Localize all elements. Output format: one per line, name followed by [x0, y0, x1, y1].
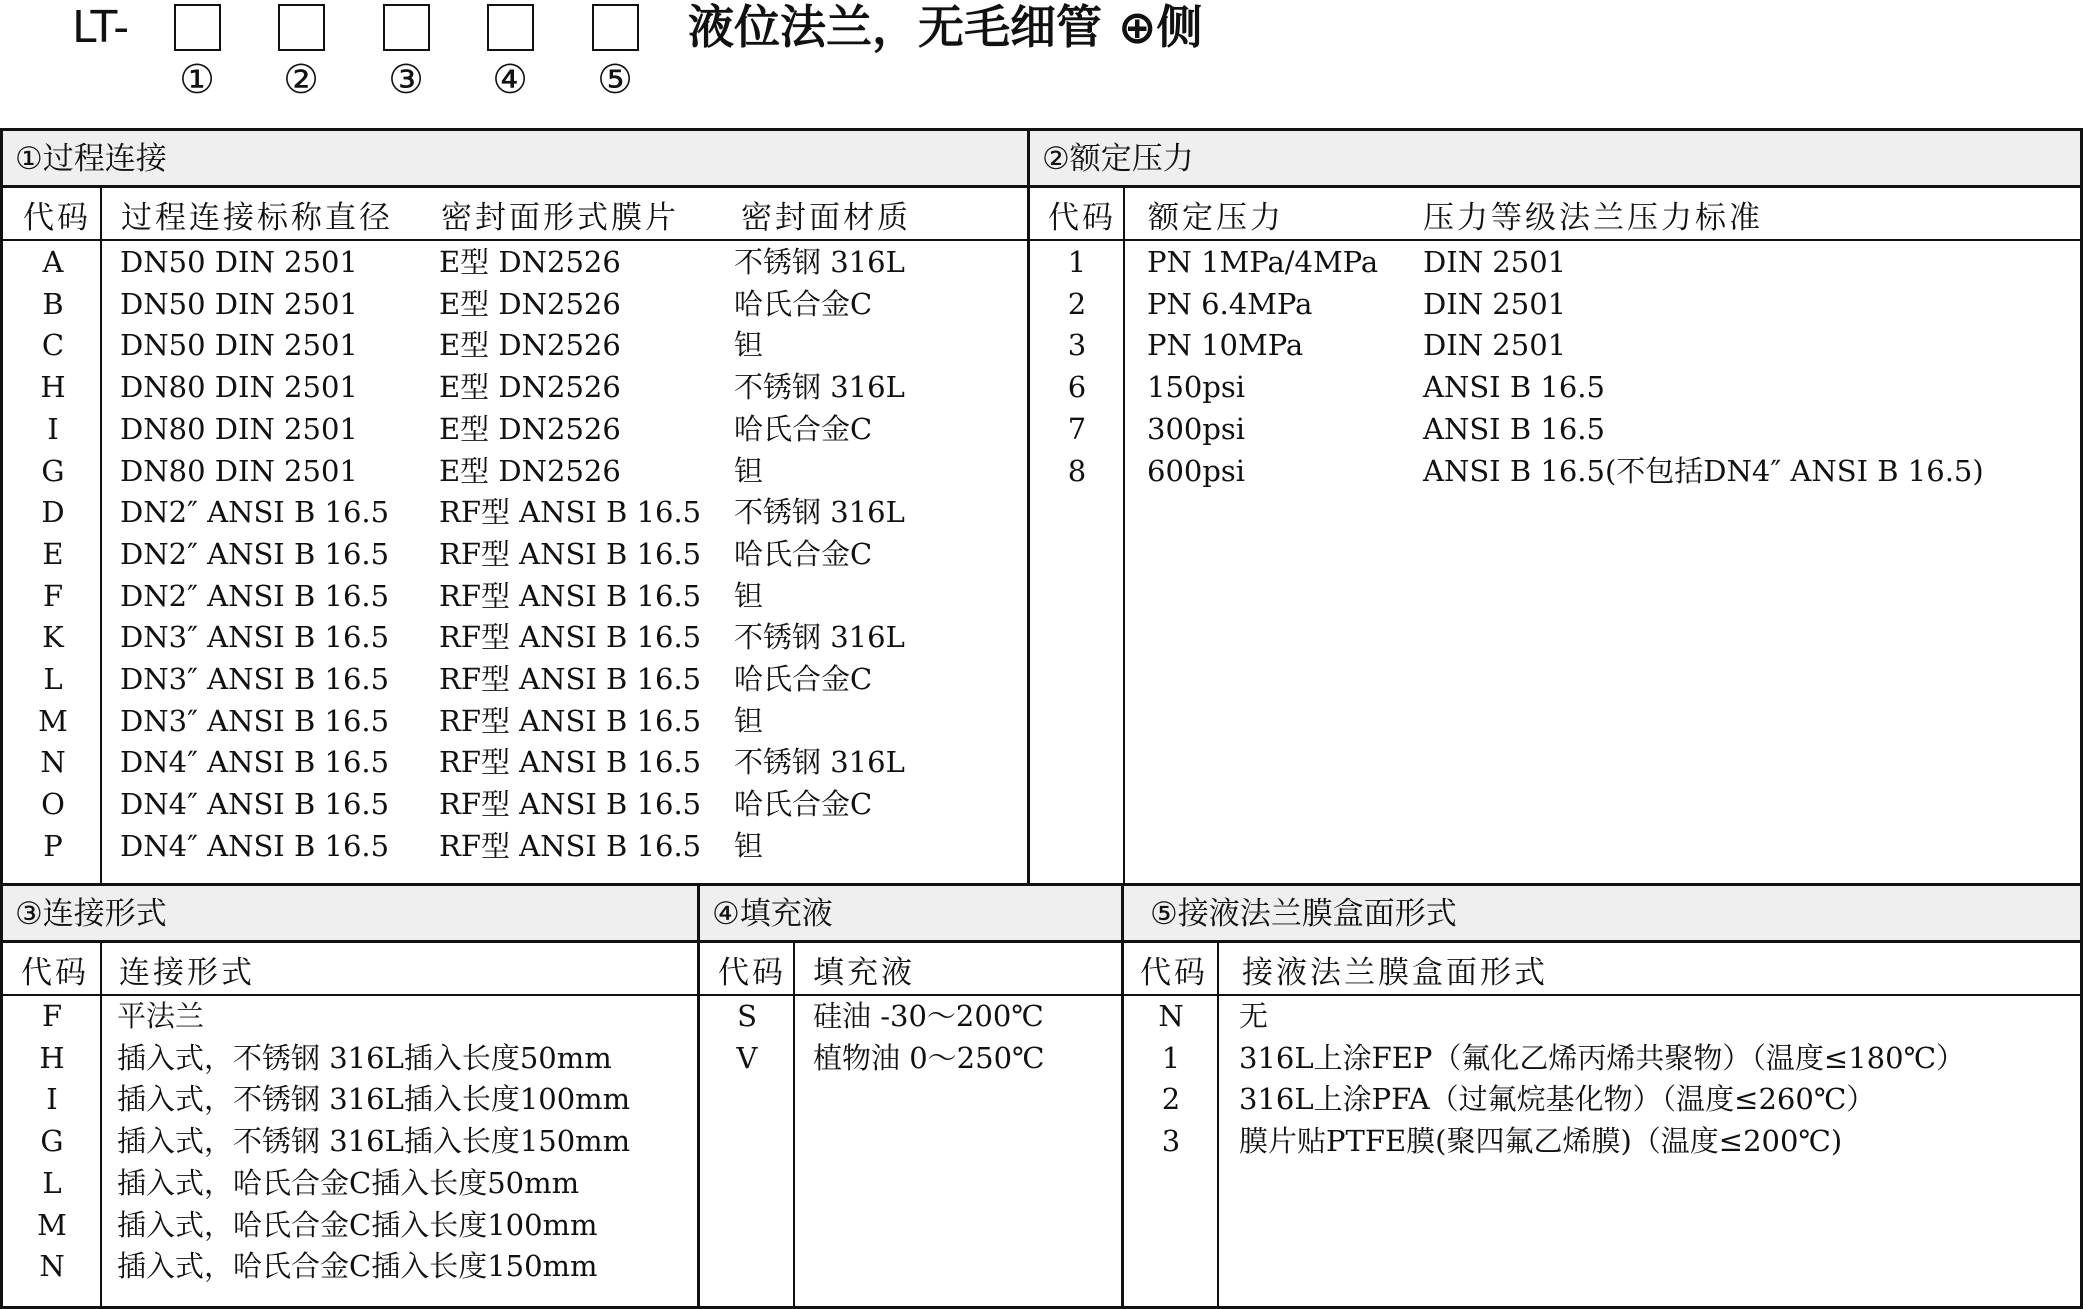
- section-connection-type: [0, 883, 700, 1309]
- row-code: L: [43, 662, 63, 696]
- row-cell: ANSI B 16.5: [1423, 370, 1605, 405]
- row-cell: 钽: [734, 328, 764, 363]
- row-cell: PN 10MPa: [1147, 328, 1304, 363]
- row-code: A: [42, 245, 64, 279]
- section-title: ⑤接液法兰膜盒面形式: [1124, 886, 2080, 943]
- row-code: M: [38, 703, 68, 738]
- row-cell: 插入式，哈氏合金C插入长度150mm: [117, 1249, 598, 1284]
- row-code: F: [42, 578, 64, 613]
- row-cell: DIN 2501: [1423, 245, 1567, 279]
- row-cell: 植物油 0～250℃: [813, 1040, 1045, 1075]
- row-code: 3: [1161, 1124, 1181, 1159]
- row-cell: DN3″ ANSI B 16.5: [120, 703, 390, 738]
- row-cell: 哈氏合金C: [734, 787, 873, 822]
- row-cell: ANSI B 16.5(不包括DN4″ ANSI B 16.5): [1423, 453, 1984, 488]
- row-code: 1: [1161, 1040, 1181, 1075]
- row-code: G: [40, 1124, 64, 1159]
- section-title: ④填充液: [700, 886, 1121, 943]
- row-cell: RF型 ANSI B 16.5: [439, 536, 702, 571]
- row-cell: DN3″ ANSI B 16.5: [120, 662, 390, 696]
- row-cell: E型 DN2526: [439, 453, 621, 488]
- row-code: N: [1158, 999, 1184, 1033]
- row-code: I: [46, 1082, 58, 1117]
- row-code: 7: [1067, 411, 1087, 446]
- row-cell: E型 DN2526: [439, 370, 621, 405]
- slot-box-1: [174, 4, 221, 51]
- row-code: M: [37, 1207, 67, 1242]
- slot-number-3: ③: [388, 57, 424, 103]
- row-cell: 哈氏合金C: [734, 286, 873, 321]
- row-cell: DN2″ ANSI B 16.5: [120, 536, 390, 571]
- row-cell: 钽: [734, 828, 764, 863]
- row-cell: 钽: [734, 703, 764, 738]
- row-cell: DN50 DIN 2501: [120, 286, 358, 321]
- row-cell: DN2″ ANSI B 16.5: [120, 578, 390, 613]
- row-cell: ANSI B 16.5: [1423, 411, 1605, 446]
- row-cell: 硅油 -30～200℃: [813, 999, 1044, 1033]
- row-cell: 哈氏合金C: [734, 536, 873, 571]
- row-code: D: [41, 495, 65, 530]
- column-header-rated-pressure: 额定压力: [1148, 200, 1284, 236]
- row-cell: RF型 ANSI B 16.5: [439, 828, 702, 863]
- row-cell: 不锈钢 316L: [734, 245, 905, 279]
- row-cell: RF型 ANSI B 16.5: [439, 703, 702, 738]
- row-code: F: [41, 999, 63, 1033]
- row-code: L: [42, 1165, 62, 1200]
- row-code: 2: [1161, 1082, 1181, 1117]
- row-cell: DN80 DIN 2501: [120, 453, 358, 488]
- row-cell: 不锈钢 316L: [734, 495, 905, 530]
- row-cell: DN4″ ANSI B 16.5: [120, 745, 390, 780]
- column-header-pressure-standard: 压力等级法兰压力标准: [1423, 200, 1763, 236]
- column-header-code: 代码: [1140, 955, 1208, 991]
- row-cell: RF型 ANSI B 16.5: [439, 620, 702, 655]
- column-header-code: 代码: [23, 200, 91, 236]
- section-diaphragm-face: [1121, 883, 2083, 1309]
- row-code: C: [41, 328, 65, 363]
- column-header-material: 密封面材质: [741, 200, 911, 236]
- column-header-connection-type: 连接形式: [119, 955, 255, 991]
- slot-box-5: [592, 4, 639, 51]
- section-process-connection: [0, 128, 1030, 886]
- row-cell: 150psi: [1147, 370, 1246, 405]
- row-cell: 316L上涂PFA（过氟烷基化物）（温度≤260℃）: [1239, 1082, 1876, 1117]
- row-cell: 插入式，哈氏合金C插入长度100mm: [117, 1207, 598, 1242]
- row-cell: E型 DN2526: [439, 286, 621, 321]
- row-cell: 不锈钢 316L: [734, 745, 905, 780]
- row-cell: DN50 DIN 2501: [120, 328, 358, 363]
- row-code: I: [47, 411, 59, 446]
- row-cell: 300psi: [1147, 411, 1246, 446]
- row-cell: DIN 2501: [1423, 286, 1567, 321]
- row-cell: E型 DN2526: [439, 411, 621, 446]
- row-cell: 钽: [734, 578, 764, 613]
- row-cell: DIN 2501: [1423, 328, 1567, 363]
- row-cell: RF型 ANSI B 16.5: [439, 787, 702, 822]
- row-cell: DN50 DIN 2501: [120, 245, 358, 279]
- row-code: E: [42, 536, 64, 571]
- row-code: B: [42, 286, 64, 321]
- row-cell: 600psi: [1147, 453, 1246, 488]
- row-cell: DN4″ ANSI B 16.5: [120, 828, 390, 863]
- row-code: O: [41, 787, 65, 822]
- model-prefix: LT-: [72, 2, 130, 53]
- row-cell: 哈氏合金C: [734, 662, 873, 696]
- row-cell: 钽: [734, 453, 764, 488]
- row-code: 8: [1067, 453, 1087, 488]
- column-header-fill-fluid: 填充液: [813, 955, 915, 991]
- row-cell: DN2″ ANSI B 16.5: [120, 495, 390, 530]
- row-cell: PN 6.4MPa: [1147, 286, 1313, 321]
- row-cell: 平法兰: [117, 999, 205, 1033]
- row-cell: DN4″ ANSI B 16.5: [120, 787, 390, 822]
- column-header-code: 代码: [21, 955, 89, 991]
- row-code: 2: [1067, 286, 1087, 321]
- row-code: 6: [1067, 370, 1087, 405]
- column-header-seal-face: 密封面形式膜片: [441, 200, 679, 236]
- slot-number-2: ②: [283, 57, 319, 103]
- slot-number-5: ⑤: [597, 57, 633, 103]
- row-cell: DN80 DIN 2501: [120, 411, 358, 446]
- row-cell: 插入式，不锈钢 316L插入长度100mm: [117, 1082, 631, 1117]
- row-cell: 不锈钢 316L: [734, 620, 905, 655]
- slot-number-1: ①: [179, 57, 215, 103]
- row-cell: 插入式，哈氏合金C插入长度50mm: [117, 1165, 580, 1200]
- row-cell: 哈氏合金C: [734, 411, 873, 446]
- row-cell: E型 DN2526: [439, 245, 621, 279]
- page-title: 液位法兰，无毛细管 ⊕侧: [688, 0, 1203, 54]
- row-cell: RF型 ANSI B 16.5: [439, 495, 702, 530]
- column-header-diaphragm-face: 接液法兰膜盒面形式: [1242, 955, 1548, 991]
- row-cell: E型 DN2526: [439, 328, 621, 363]
- header-divider: [3, 994, 697, 996]
- row-cell: 膜片贴PTFE膜(聚四氟乙烯膜)（温度≤200℃): [1239, 1124, 1843, 1159]
- row-code: V: [736, 1040, 758, 1075]
- slot-box-2: [278, 4, 325, 51]
- row-code: N: [40, 745, 66, 780]
- row-code: P: [43, 828, 63, 863]
- row-code: 1: [1067, 245, 1087, 279]
- row-cell: 插入式，不锈钢 316L插入长度50mm: [117, 1040, 612, 1075]
- row-cell: 无: [1239, 999, 1269, 1033]
- row-cell: 不锈钢 316L: [734, 370, 905, 405]
- row-code: 3: [1067, 328, 1087, 363]
- row-code: N: [39, 1249, 65, 1284]
- row-cell: 插入式，不锈钢 316L插入长度150mm: [117, 1124, 631, 1159]
- row-code: H: [40, 370, 66, 405]
- row-code: H: [39, 1040, 65, 1075]
- section-title: ②额定压力: [1030, 131, 2080, 188]
- row-cell: RF型 ANSI B 16.5: [439, 662, 702, 696]
- section-fill-fluid: [697, 883, 1124, 1309]
- row-cell: RF型 ANSI B 16.5: [439, 745, 702, 780]
- slot-box-4: [487, 4, 534, 51]
- row-cell: RF型 ANSI B 16.5: [439, 578, 702, 613]
- slot-box-3: [383, 4, 430, 51]
- row-code: S: [737, 999, 757, 1033]
- section-rated-pressure: [1027, 128, 2083, 886]
- row-cell: DN80 DIN 2501: [120, 370, 358, 405]
- column-header-nominal-diameter: 过程连接标称直径: [121, 200, 393, 236]
- column-header-code: 代码: [1048, 200, 1116, 236]
- row-cell: 316L上涂FEP（氟化乙烯丙烯共聚物）（温度≤180℃）: [1239, 1040, 1966, 1075]
- row-code: K: [42, 620, 64, 655]
- section-title: ①过程连接: [3, 131, 1027, 188]
- row-cell: DN3″ ANSI B 16.5: [120, 620, 390, 655]
- row-code: G: [41, 453, 65, 488]
- slot-number-4: ④: [492, 57, 528, 103]
- row-cell: PN 1MPa/4MPa: [1147, 245, 1379, 279]
- section-title: ③连接形式: [3, 886, 697, 943]
- column-header-code: 代码: [718, 955, 786, 991]
